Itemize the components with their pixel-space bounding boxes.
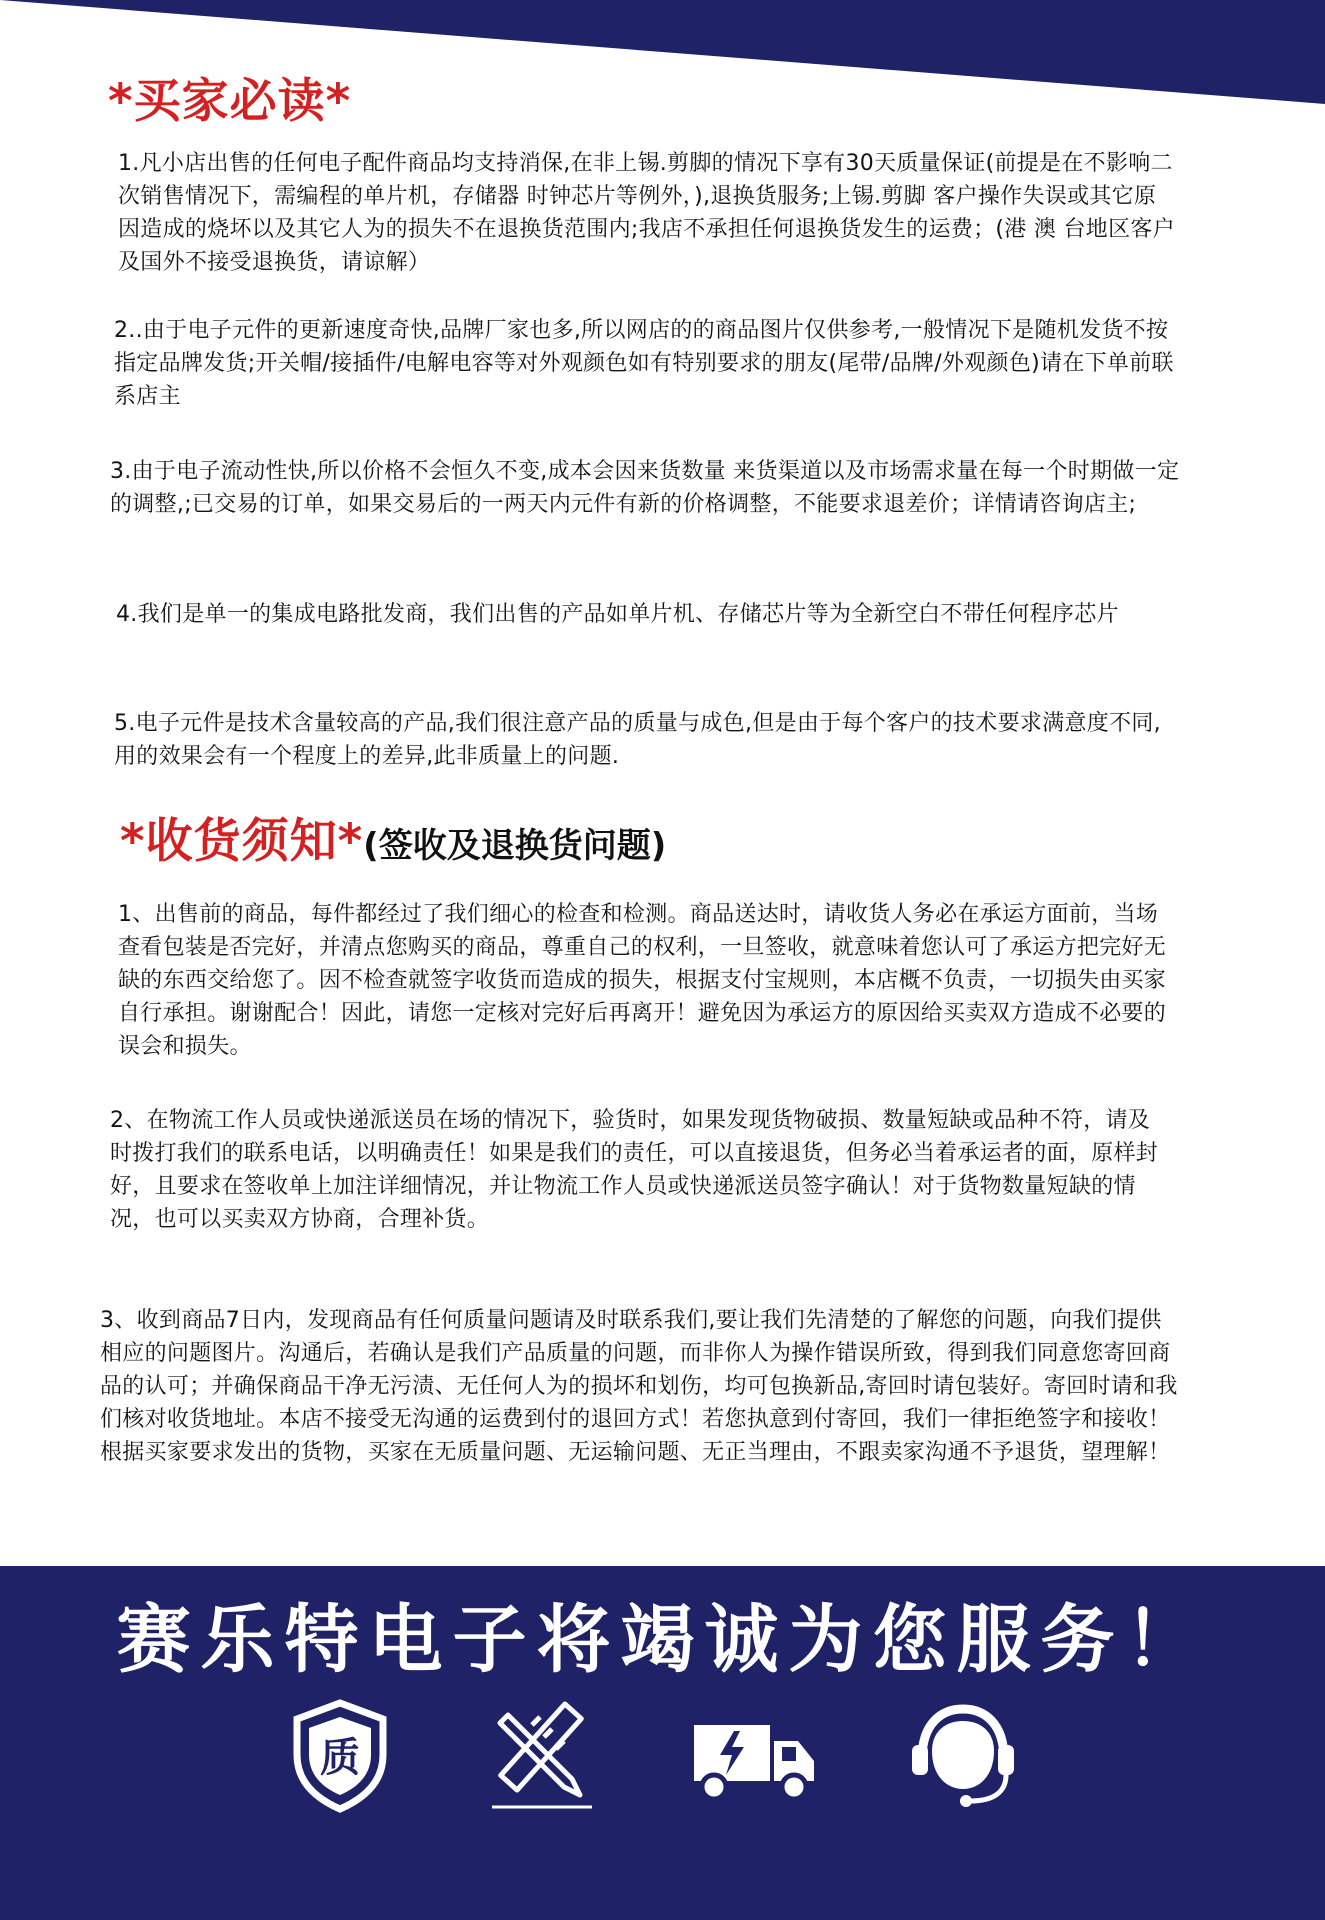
receiving-notice-item-2: 2、在物流工作人员或快递派送员在场的情况下，验货时，如果发现货物破损、数量短缺或品种不符，请及时拨打我们的联系电话，以明确责任！如果是我们的责任，可以直接退货，但务必当着承运者的面，原样封好，且要求在签收单上加注详细情况，并让物流工作人员或快递派送员签字确认！对于货物数量短缺的情况，也可以买卖双方协商，合理补货。	[110, 1108, 1159, 1232]
buyer-notice-item-4: 4.我们是单一的集成电路批发商，我们出售的产品如单片机、存储芯片等为全新空白不带任何程序芯片	[116, 602, 1119, 627]
buyer-notice-item-5: 5.电子元件是技术含量较高的产品,我们很注意产品的质量与成色,但是由于每个客户的技术要求满意度不同,用的效果会有一个程度上的差异,此非质量上的问题.	[114, 711, 1161, 769]
ruler-pencil-icon	[488, 1695, 598, 1815]
service-slogan: 赛乐特电子将竭诚为您服务！	[116, 1597, 1209, 1683]
buyer-notice-item-1: 1.凡小店出售的任何电子配件商品均支持消保,在非上锡.剪脚的情况下享有30天质量保证(前提是在不影响二次销售情况下，需编程的单片机，存储器 时钟芯片等例外，),退换货服务;上锡.剪脚 客户操作失误或其它原因造成的烧坏以及其它人为的损失不在退换货范围内;我店不承担任何退换货发生的运费；(港 澳 台地区客户及国外不接受退换货，请谅解）	[118, 151, 1175, 275]
quality-shield-icon	[285, 1695, 395, 1815]
delivery-truck-icon	[690, 1695, 820, 1815]
buyer-notice-heading: *买家必读*	[108, 74, 352, 129]
receiving-notice-title: *收货须知*	[120, 814, 364, 869]
receiving-notice-heading	[120, 814, 667, 869]
receiving-notice-item-1: 1、出售前的商品，每件都经过了我们细心的检查和检测。商品送达时，请收货人务必在承运方面前，当场查看包装是否完好，并清点您购买的商品，尊重自己的权利，一旦签收，就意味着您认可了承运方把完好无缺的东西交给您了。因不检查就签字收货而造成的损失，根据支付宝规则，本店概不负责，一切损失由买家自行承担。谢谢配合！因此，请您一定核对完好后再离开！避免因为承运方的原因给买卖双方造成不必要的误会和损失。	[118, 902, 1167, 1059]
buyer-notice-item-3: 3.由于电子流动性快,所以价格不会恒久不变,成本会因来货数量 来货渠道以及市场需求量在每一个时期做一定的调整,;已交易的订单，如果交易后的一两天内元件有新的价格调整，不能要求退差价；详情请咨询店主;	[110, 459, 1180, 517]
receiving-notice-item-3: 3、收到商品7日内，发现商品有任何质量问题请及时联系我们,要让我们先清楚的了解您的问题，向我们提供相应的问题图片。沟通后，若确认是我们产品质量的问题，而非你人为操作错误所致，得到我们同意您寄回商品的认可；并确保商品干净无污渍、无任何人为的损坏和划伤，均可包换新品,寄回时请包装好。寄回时请和我们核对收货地址。本店不接受无沟通的运费到付的退回方式！若您执意到付寄回，我们一律拒绝签字和接收！根据买家要求发出的货物，买家在无质量问题、无运输问题、无正当理由，不跟卖家沟通不予退货，望理解！	[100, 1308, 1178, 1465]
receiving-notice-subtitle: (签收及退换货问题)	[363, 826, 667, 866]
buyer-notice-item-2: 2..由于电子元件的更新速度奇快,品牌厂家也多,所以网店的的商品图片仅供参考,一般情况下是随机发货不按指定品牌发货;开关帽/接插件/电解电容等对外观颜色如有特别要求的朋友(尾带/品牌/外观颜色)请在下单前联系店主	[114, 318, 1174, 409]
customer-service-headset-icon	[908, 1695, 1018, 1815]
quality-glyph: 质	[320, 1735, 360, 1781]
